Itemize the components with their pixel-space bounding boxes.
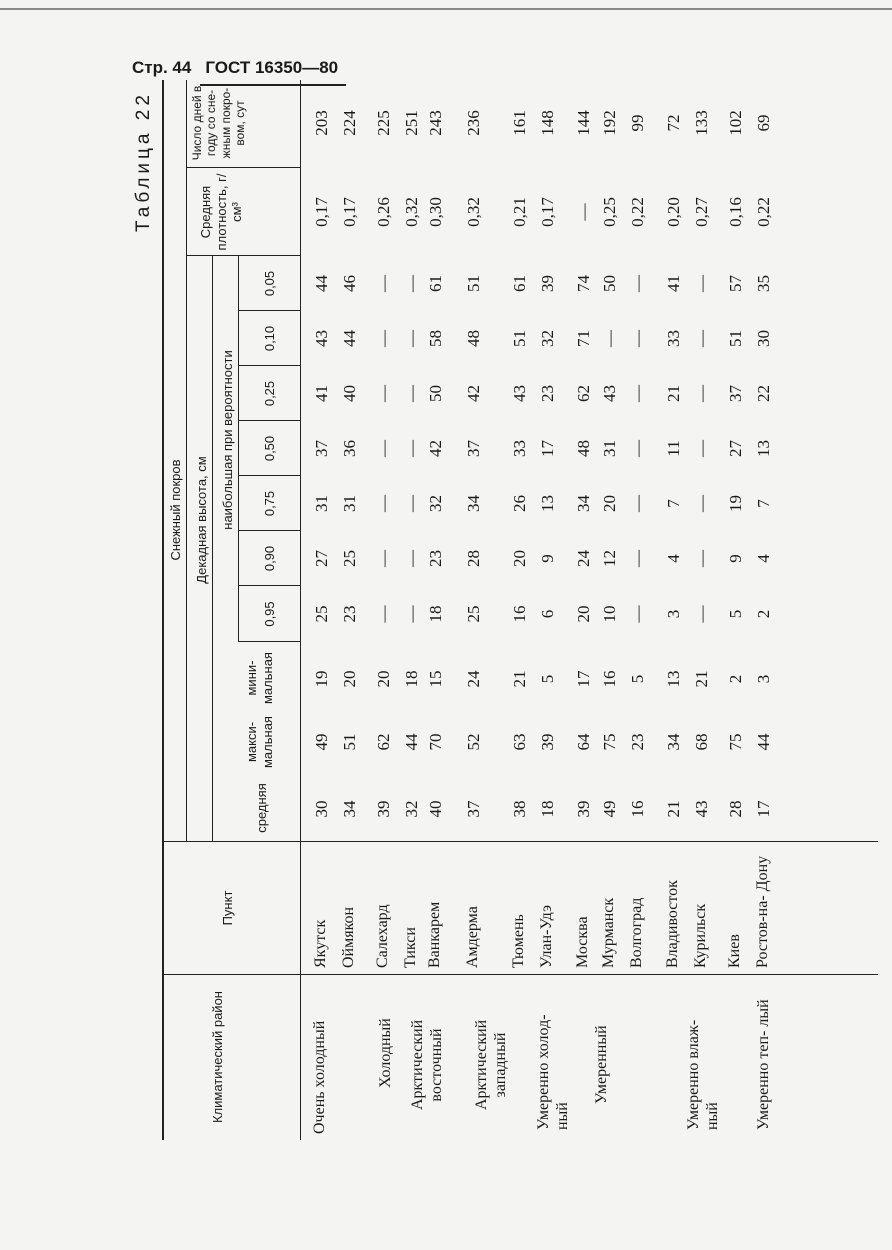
cell-point: Киев: [726, 934, 743, 968]
cell-value: 39: [374, 800, 393, 818]
cell-value: 10: [600, 605, 619, 623]
cell-value: 37: [312, 440, 331, 457]
cell-value: 23: [628, 733, 647, 751]
cell-value: 17: [754, 800, 773, 818]
cell-value: 192: [600, 110, 619, 136]
cell-value: —: [374, 440, 393, 457]
cell-value: —: [692, 440, 711, 457]
cell-value: 5: [726, 609, 745, 619]
cell-value: —: [402, 550, 421, 567]
cell-value: 43: [600, 385, 619, 402]
cell-value: 43: [312, 330, 331, 347]
cell-value: 25: [464, 605, 483, 623]
cell-value: 35: [754, 275, 773, 292]
table-row: [662, 80, 688, 1140]
cell-value: 70: [426, 733, 445, 751]
cell-value: 17: [538, 440, 557, 457]
table-row: [626, 80, 652, 1140]
cell-value: 23: [340, 605, 359, 623]
table-row: [598, 80, 624, 1140]
cell-value: 49: [312, 733, 331, 751]
cell-value: 0,30: [426, 197, 445, 227]
cell-value: —: [692, 330, 711, 347]
cell-value: 16: [628, 800, 647, 818]
cell-value: —: [402, 275, 421, 292]
header-region: Климатический район: [210, 991, 225, 1123]
cell-value: 40: [426, 800, 445, 818]
cell-value: 49: [600, 800, 619, 818]
cell-value: 3: [664, 609, 683, 619]
cell-value: 18: [426, 605, 445, 623]
table-row: [372, 80, 398, 1140]
cell-value: —: [402, 495, 421, 512]
page-header: [132, 58, 338, 78]
cell-value: 0,16: [726, 197, 745, 227]
cell-value: 20: [340, 670, 359, 688]
region-very-cold: Очень холодный: [311, 1020, 328, 1134]
cell-value: 38: [510, 800, 529, 818]
cell-value: 32: [426, 495, 445, 512]
cell-value: 44: [312, 275, 331, 292]
cell-value: 61: [426, 275, 445, 292]
prob-0-50: 0,50: [262, 435, 277, 462]
cell-point: Амдерма: [464, 906, 481, 968]
cell-value: 37: [464, 800, 483, 818]
table-row: [572, 80, 598, 1140]
cell-value: 0,32: [402, 197, 421, 227]
table-title: Таблица 22: [133, 91, 154, 232]
region-arctic-west: Арктический западный: [473, 1019, 510, 1110]
region-moderately-warm: Умеренно теп- лый: [755, 999, 772, 1130]
cell-value: 50: [426, 385, 445, 402]
prob-0-95: 0,95: [262, 601, 277, 627]
cell-value: 33: [510, 440, 529, 457]
cell-value: 148: [538, 110, 557, 136]
header-decade-height: Декадная высота, см: [194, 456, 209, 584]
cell-value: 144: [574, 110, 593, 136]
cell-value: 24: [574, 550, 593, 567]
cell-value: 30: [312, 800, 331, 818]
cell-value: 33: [664, 330, 683, 347]
cell-value: 68: [692, 733, 711, 751]
cell-value: 203: [312, 110, 331, 136]
cell-value: 23: [426, 550, 445, 567]
cell-value: 0,32: [464, 197, 483, 227]
table-row: [724, 80, 750, 1140]
cell-value: 15: [426, 670, 445, 688]
cell-value: 64: [574, 733, 593, 751]
cell-value: —: [374, 550, 393, 567]
cell-value: 39: [538, 733, 557, 751]
region-moderately-humid: Умеренно влаж- ный: [685, 1019, 722, 1130]
cell-value: 99: [628, 114, 647, 132]
prob-0-75: 0,75: [262, 490, 277, 517]
cell-value: —: [374, 385, 393, 402]
region-moderately-cold: Умеренно холод- ный: [535, 1014, 572, 1130]
cell-value: 251: [402, 110, 421, 136]
cell-point: Волгоград: [628, 897, 645, 968]
cell-value: 20: [510, 550, 529, 567]
cell-value: —: [628, 275, 647, 292]
cell-value: 11: [664, 440, 683, 457]
top-border: [0, 8, 892, 10]
cell-point: Москва: [574, 916, 591, 968]
cell-value: 18: [538, 800, 557, 818]
cell-value: 5: [538, 674, 557, 684]
cell-value: —: [692, 605, 711, 623]
cell-point: Якутск: [312, 919, 329, 968]
header-days: Число дней в году со сне- жным покро- вом, сут: [190, 85, 248, 161]
cell-value: 51: [340, 733, 359, 751]
cell-value: 30: [754, 330, 773, 347]
cell-value: 7: [664, 499, 683, 508]
cell-value: 69: [754, 114, 773, 132]
cell-value: 44: [754, 733, 773, 751]
cell-value: 57: [726, 275, 745, 292]
cell-value: 26: [510, 495, 529, 512]
prob-0-25: 0,25: [262, 380, 277, 407]
cell-value: 19: [726, 495, 745, 512]
cell-point: Оймякон: [340, 906, 357, 968]
cell-value: —: [402, 440, 421, 457]
prob-0-90: 0,90: [262, 545, 277, 572]
cell-value: 21: [664, 385, 683, 402]
cell-value: 41: [312, 385, 331, 402]
data-rows: [162, 80, 878, 1140]
cell-value: 31: [600, 440, 619, 457]
cell-value: 51: [510, 330, 529, 347]
cell-value: 9: [726, 554, 745, 563]
cell-value: 74: [574, 275, 593, 292]
rotated-table: [133, 80, 878, 1140]
region-moderate: Умеренный: [593, 1025, 610, 1104]
cell-value: 36: [340, 440, 359, 457]
cell-value: 25: [312, 605, 331, 623]
table-row: [338, 80, 364, 1140]
cell-value: 71: [574, 330, 593, 347]
cell-value: 32: [538, 330, 557, 347]
cell-value: 62: [574, 385, 593, 402]
table-row: [424, 80, 450, 1140]
cell-point: Тикси: [402, 927, 419, 968]
cell-value: 25: [340, 550, 359, 567]
cell-value: 7: [754, 499, 773, 508]
cell-value: 23: [538, 385, 557, 402]
header-min: мини- мальная: [244, 652, 275, 704]
cell-value: 31: [340, 495, 359, 512]
cell-value: 0,22: [754, 197, 773, 227]
cell-value: 0,20: [664, 197, 683, 227]
cell-value: 41: [664, 275, 683, 292]
cell-value: 39: [538, 275, 557, 292]
cell-value: 21: [664, 800, 683, 818]
cell-value: 224: [340, 110, 359, 136]
cell-value: 58: [426, 330, 445, 347]
cell-value: 0,27: [692, 197, 711, 227]
header-point: Пункт: [220, 890, 235, 926]
cell-value: 0,26: [374, 197, 393, 227]
cell-value: 236: [464, 110, 483, 136]
cell-value: 12: [600, 550, 619, 567]
cell-value: 34: [464, 495, 483, 512]
cell-point: Улан-Удэ: [538, 905, 555, 968]
cell-value: 52: [464, 733, 483, 751]
cell-value: 27: [726, 440, 745, 457]
cell-value: —: [692, 385, 711, 402]
header-density: Средняя плотность, г/см³: [198, 173, 245, 251]
prob-0-05: 0,05: [262, 270, 277, 297]
cell-point: Мурманск: [600, 897, 617, 968]
cell-value: 44: [402, 733, 421, 751]
cell-value: 0,17: [538, 197, 557, 227]
region-cold: Холодный: [377, 1018, 394, 1088]
cell-value: 20: [574, 605, 593, 623]
cell-value: 50: [600, 275, 619, 292]
cell-value: 13: [538, 495, 557, 512]
cell-value: 225: [374, 110, 393, 136]
page-number: Стр. 44: [132, 58, 192, 77]
region-arctic-east: Арктический восточный: [409, 1019, 446, 1110]
cell-point: Ростов-на- Дону: [754, 855, 771, 968]
cell-value: 28: [464, 550, 483, 567]
table-row: [752, 80, 778, 1140]
header-max: макси- мальная: [244, 716, 275, 768]
cell-value: —: [628, 440, 647, 457]
cell-value: 27: [312, 550, 331, 567]
cell-value: 13: [664, 670, 683, 688]
cell-value: 133: [692, 110, 711, 136]
cell-value: 18: [402, 670, 421, 688]
cell-value: 161: [510, 110, 529, 136]
cell-value: 13: [754, 440, 773, 457]
cell-point: Салехард: [374, 904, 391, 968]
table-row: [462, 80, 488, 1140]
cell-value: 0,17: [340, 197, 359, 227]
cell-value: —: [628, 330, 647, 347]
cell-point: Ванкарем: [426, 901, 443, 968]
cell-value: —: [574, 203, 593, 221]
cell-value: —: [628, 385, 647, 402]
cell-value: —: [374, 605, 393, 623]
cell-value: 0,25: [600, 197, 619, 227]
cell-value: 16: [510, 605, 529, 623]
cell-value: 102: [726, 110, 745, 136]
cell-value: 37: [726, 385, 745, 402]
cell-value: 63: [510, 733, 529, 751]
cell-value: 2: [726, 674, 745, 684]
cell-value: 40: [340, 385, 359, 402]
cell-value: 37: [464, 440, 483, 457]
table-row: [536, 80, 562, 1140]
cell-point: Владивосток: [664, 880, 681, 968]
cell-value: 75: [600, 733, 619, 751]
cell-value: 51: [726, 330, 745, 347]
cell-value: 62: [374, 733, 393, 751]
cell-value: —: [374, 275, 393, 292]
cell-point: Тюмень: [510, 914, 527, 968]
cell-value: —: [692, 275, 711, 292]
cell-value: 243: [426, 110, 445, 136]
standard-code: ГОСТ 16350—80: [205, 58, 339, 77]
table-row: [400, 80, 426, 1140]
cell-value: 34: [574, 495, 593, 512]
cell-value: 6: [538, 609, 557, 619]
cell-value: 3: [754, 674, 773, 684]
cell-value: 34: [664, 733, 683, 751]
cell-value: 75: [726, 733, 745, 751]
cell-value: —: [374, 330, 393, 347]
cell-value: —: [692, 495, 711, 512]
cell-value: 42: [464, 385, 483, 402]
cell-value: 39: [574, 800, 593, 818]
cell-value: 9: [538, 554, 557, 563]
cell-value: 43: [510, 385, 529, 402]
table-row: [508, 80, 534, 1140]
cell-value: 34: [340, 800, 359, 818]
cell-value: 2: [754, 609, 773, 619]
cell-value: —: [628, 550, 647, 567]
cell-value: 32: [402, 800, 421, 818]
cell-value: 46: [340, 275, 359, 292]
table-row: [310, 80, 336, 1140]
cell-value: 22: [754, 385, 773, 402]
cell-value: 51: [464, 275, 483, 292]
cell-value: —: [374, 495, 393, 512]
header-snow-cover: Снежный покров: [168, 459, 183, 561]
cell-point: Курильск: [692, 903, 709, 968]
cell-value: 24: [464, 670, 483, 688]
cell-value: —: [600, 330, 619, 347]
cell-value: 16: [600, 670, 619, 688]
cell-value: 19: [312, 670, 331, 688]
cell-value: 20: [600, 495, 619, 512]
cell-value: 0,17: [312, 197, 331, 227]
header-mean: средняя: [254, 783, 269, 833]
cell-value: 61: [510, 275, 529, 292]
cell-value: 28: [726, 800, 745, 818]
cell-value: 21: [510, 670, 529, 688]
cell-value: 72: [664, 114, 683, 132]
prob-0-10: 0,10: [262, 325, 277, 352]
cell-value: 0,21: [510, 197, 529, 227]
cell-value: 20: [374, 670, 393, 688]
cell-value: —: [692, 550, 711, 567]
cell-value: 17: [574, 670, 593, 688]
cell-value: 42: [426, 440, 445, 457]
cell-value: —: [402, 385, 421, 402]
cell-value: 4: [754, 554, 773, 563]
cell-value: 21: [692, 670, 711, 688]
header-highest-prob: наибольшая при вероятности: [220, 350, 235, 530]
cell-value: —: [402, 330, 421, 347]
cell-value: 4: [664, 554, 683, 563]
cell-value: —: [628, 605, 647, 623]
cell-value: 48: [574, 440, 593, 457]
cell-value: —: [628, 495, 647, 512]
cell-value: 48: [464, 330, 483, 347]
cell-value: 43: [692, 800, 711, 818]
cell-value: 0,22: [628, 197, 647, 227]
cell-value: 44: [340, 330, 359, 347]
cell-value: 31: [312, 495, 331, 512]
table-row: [690, 80, 716, 1140]
cell-value: 5: [628, 674, 647, 684]
cell-value: —: [402, 605, 421, 623]
